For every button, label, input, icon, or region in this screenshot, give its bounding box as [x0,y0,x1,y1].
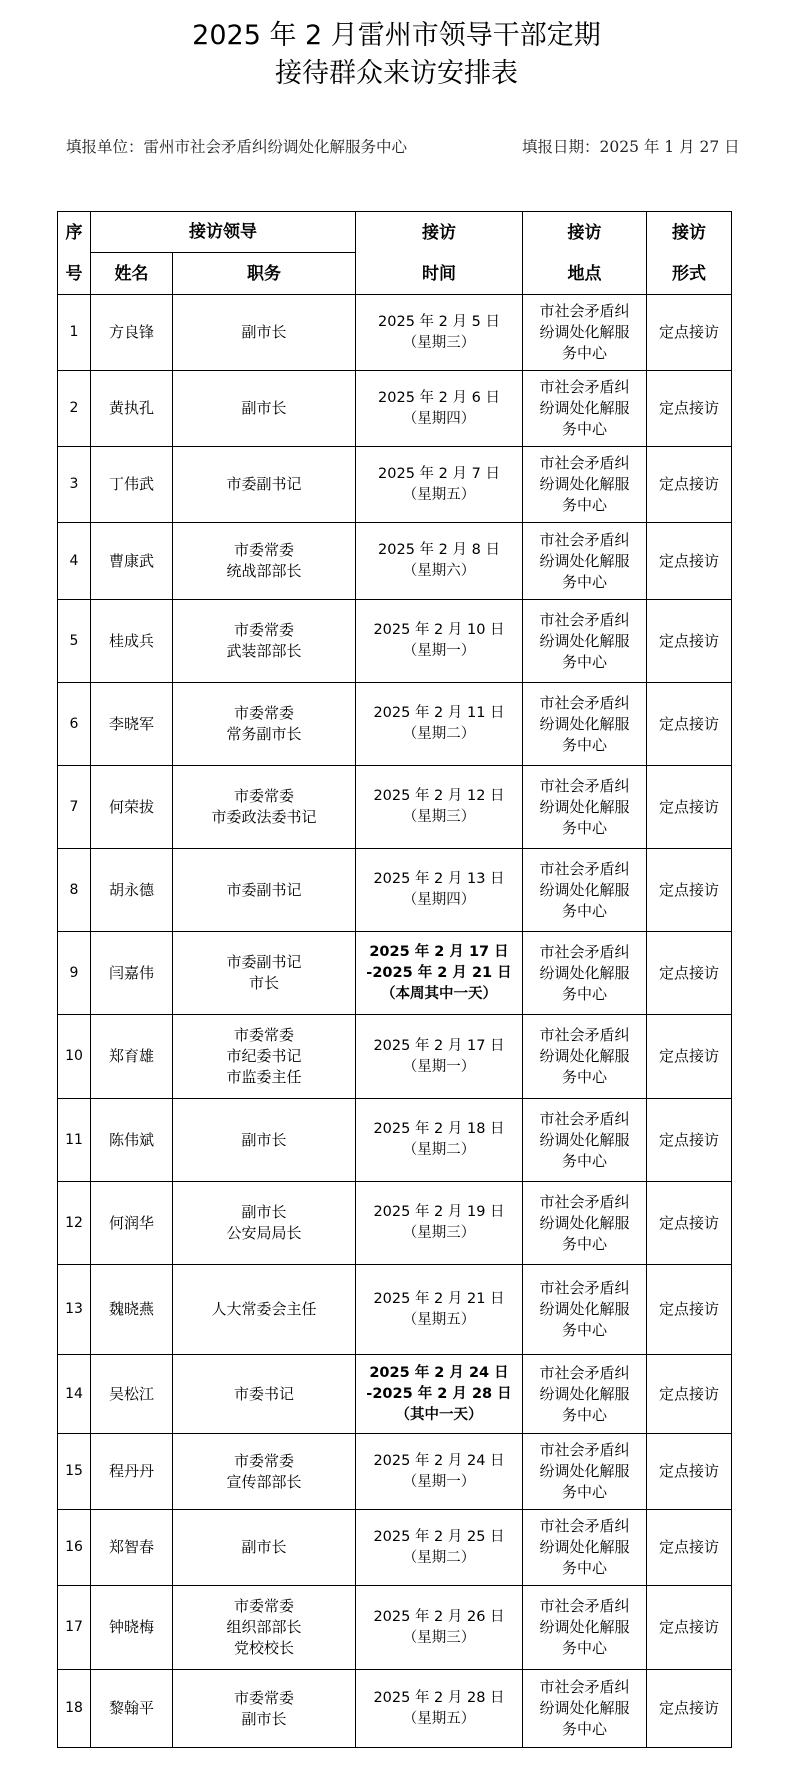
row-form: 定点接访 [647,600,732,683]
row-position: 副市长 [173,1099,356,1182]
table-row [58,295,732,371]
row-name: 方良锋 [91,295,173,371]
row-time: 2025 年 2 月 18 日 （星期二） [356,1099,523,1182]
table-row [58,447,732,523]
row-position: 市委常委 市委政法委书记 [173,766,356,849]
reporting-unit: 填报单位：雷州市社会矛盾纠纷调处化解服务中心 [66,138,408,156]
header-leader-group: 接访领导 [91,212,356,253]
header-position: 职务 [173,253,356,295]
row-time: 2025 年 2 月 5 日 （星期三） [356,295,523,371]
row-name: 何润华 [91,1182,173,1265]
row-position: 人大常委会主任 [173,1265,356,1355]
row-place: 市社会矛盾纠 纷调处化解服 务中心 [523,766,647,849]
row-name: 丁伟武 [91,447,173,523]
row-place: 市社会矛盾纠 纷调处化解服 务中心 [523,932,647,1015]
row-seq: 2 [58,371,91,447]
row-place: 市社会矛盾纠 纷调处化解服 务中心 [523,295,647,371]
schedule-table [57,211,732,1748]
table-row [58,683,732,766]
row-form: 定点接访 [647,1015,732,1099]
row-time: 2025 年 2 月 28 日 （星期五） [356,1670,523,1748]
row-place: 市社会矛盾纠 纷调处化解服 务中心 [523,371,647,447]
row-place: 市社会矛盾纠 纷调处化解服 务中心 [523,1510,647,1586]
row-form: 定点接访 [647,683,732,766]
row-position: 市委常委 市纪委书记 市监委主任 [173,1015,356,1099]
row-form: 定点接访 [647,1510,732,1586]
table-row [58,1355,732,1434]
row-position: 市委副书记 [173,849,356,932]
row-name: 陈伟斌 [91,1099,173,1182]
row-time: 2025 年 2 月 8 日 （星期六） [356,523,523,600]
row-position: 市委书记 [173,1355,356,1434]
row-name: 魏晓燕 [91,1265,173,1355]
row-name: 闫嘉伟 [91,932,173,1015]
header-time: 接访 时间 [356,212,523,295]
row-seq: 14 [58,1355,91,1434]
row-form: 定点接访 [647,1265,732,1355]
table-row [58,1586,732,1670]
row-form: 定点接访 [647,523,732,600]
row-position: 市委常委 武装部部长 [173,600,356,683]
row-form: 定点接访 [647,447,732,523]
row-time: 2025 年 2 月 17 日 （星期一） [356,1015,523,1099]
row-position: 副市长 公安局局长 [173,1182,356,1265]
row-time: 2025 年 2 月 6 日 （星期四） [356,371,523,447]
table-row [58,1015,732,1099]
header-place: 接访 地点 [523,212,647,295]
row-name: 黄执孔 [91,371,173,447]
row-seq: 4 [58,523,91,600]
row-position: 市委常委 常务副市长 [173,683,356,766]
row-position: 市委常委 统战部部长 [173,523,356,600]
row-seq: 3 [58,447,91,523]
row-name: 吴松江 [91,1355,173,1434]
row-seq: 7 [58,766,91,849]
row-form: 定点接访 [647,295,732,371]
row-form: 定点接访 [647,1670,732,1748]
row-time: 2025 年 2 月 26 日 （星期三） [356,1586,523,1670]
row-position: 市委副书记 市长 [173,932,356,1015]
table-row [58,1670,732,1748]
row-place: 市社会矛盾纠 纷调处化解服 务中心 [523,1099,647,1182]
row-position: 副市长 [173,1510,356,1586]
row-seq: 18 [58,1670,91,1748]
row-name: 曹康武 [91,523,173,600]
row-position: 市委常委 组织部部长 党校校长 [173,1586,356,1670]
row-seq: 15 [58,1434,91,1510]
header-name: 姓名 [91,253,173,295]
row-form: 定点接访 [647,932,732,1015]
row-form: 定点接访 [647,1434,732,1510]
table-row [58,600,732,683]
row-form: 定点接访 [647,1586,732,1670]
row-form: 定点接访 [647,1099,732,1182]
row-place: 市社会矛盾纠 纷调处化解服 务中心 [523,1355,647,1434]
row-time: 2025 年 2 月 12 日 （星期三） [356,766,523,849]
row-name: 桂成兵 [91,600,173,683]
row-time: 2025 年 2 月 25 日 （星期二） [356,1510,523,1586]
row-place: 市社会矛盾纠 纷调处化解服 务中心 [523,1434,647,1510]
row-time: 2025 年 2 月 24 日 -2025 年 2 月 28 日 （其中一天） [356,1355,523,1434]
row-position: 市委副书记 [173,447,356,523]
row-place: 市社会矛盾纠 纷调处化解服 务中心 [523,1586,647,1670]
row-seq: 9 [58,932,91,1015]
table-row [58,1182,732,1265]
row-place: 市社会矛盾纠 纷调处化解服 务中心 [523,1670,647,1748]
row-name: 钟晓梅 [91,1586,173,1670]
table-row [58,1434,732,1510]
header-form: 接访 形式 [647,212,732,295]
row-time: 2025 年 2 月 10 日 （星期一） [356,600,523,683]
row-name: 黎翰平 [91,1670,173,1748]
row-place: 市社会矛盾纠 纷调处化解服 务中心 [523,600,647,683]
table-row [58,849,732,932]
row-seq: 5 [58,600,91,683]
row-name: 郑育雄 [91,1015,173,1099]
row-seq: 16 [58,1510,91,1586]
row-form: 定点接访 [647,1355,732,1434]
row-form: 定点接访 [647,1182,732,1265]
row-time: 2025 年 2 月 11 日 （星期二） [356,683,523,766]
reporting-date: 填报日期：2025 年 1 月 27 日 [522,138,740,156]
table-row [58,766,732,849]
row-place: 市社会矛盾纠 纷调处化解服 务中心 [523,1182,647,1265]
table-row [58,371,732,447]
row-position: 市委常委 副市长 [173,1670,356,1748]
table-row [58,1099,732,1182]
row-name: 程丹丹 [91,1434,173,1510]
row-time: 2025 年 2 月 19 日 （星期三） [356,1182,523,1265]
row-position: 市委常委 宣传部部长 [173,1434,356,1510]
row-name: 郑智春 [91,1510,173,1586]
document-title-line1: 2025 年 2 月雷州市领导干部定期 [192,20,601,51]
row-seq: 8 [58,849,91,932]
document-title-line2: 接待群众来访安排表 [275,58,518,89]
header-seq: 序 号 [58,212,91,295]
table-row [58,1265,732,1355]
row-time: 2025 年 2 月 13 日 （星期四） [356,849,523,932]
row-place: 市社会矛盾纠 纷调处化解服 务中心 [523,1015,647,1099]
row-seq: 17 [58,1586,91,1670]
table-row [58,932,732,1015]
row-name: 胡永德 [91,849,173,932]
row-time: 2025 年 2 月 7 日 （星期五） [356,447,523,523]
row-seq: 10 [58,1015,91,1099]
row-time: 2025 年 2 月 24 日 （星期一） [356,1434,523,1510]
row-form: 定点接访 [647,371,732,447]
row-time: 2025 年 2 月 17 日 -2025 年 2 月 21 日 （本周其中一天） [356,932,523,1015]
row-place: 市社会矛盾纠 纷调处化解服 务中心 [523,683,647,766]
row-seq: 12 [58,1182,91,1265]
row-seq: 13 [58,1265,91,1355]
row-position: 副市长 [173,371,356,447]
table-row [58,1510,732,1586]
row-name: 何荣拔 [91,766,173,849]
row-seq: 1 [58,295,91,371]
row-seq: 11 [58,1099,91,1182]
row-position: 副市长 [173,295,356,371]
row-form: 定点接访 [647,849,732,932]
row-form: 定点接访 [647,766,732,849]
table-row [58,523,732,600]
row-seq: 6 [58,683,91,766]
row-place: 市社会矛盾纠 纷调处化解服 务中心 [523,849,647,932]
row-name: 李晓军 [91,683,173,766]
row-place: 市社会矛盾纠 纷调处化解服 务中心 [523,523,647,600]
row-place: 市社会矛盾纠 纷调处化解服 务中心 [523,1265,647,1355]
row-place: 市社会矛盾纠 纷调处化解服 务中心 [523,447,647,523]
row-time: 2025 年 2 月 21 日 （星期五） [356,1265,523,1355]
